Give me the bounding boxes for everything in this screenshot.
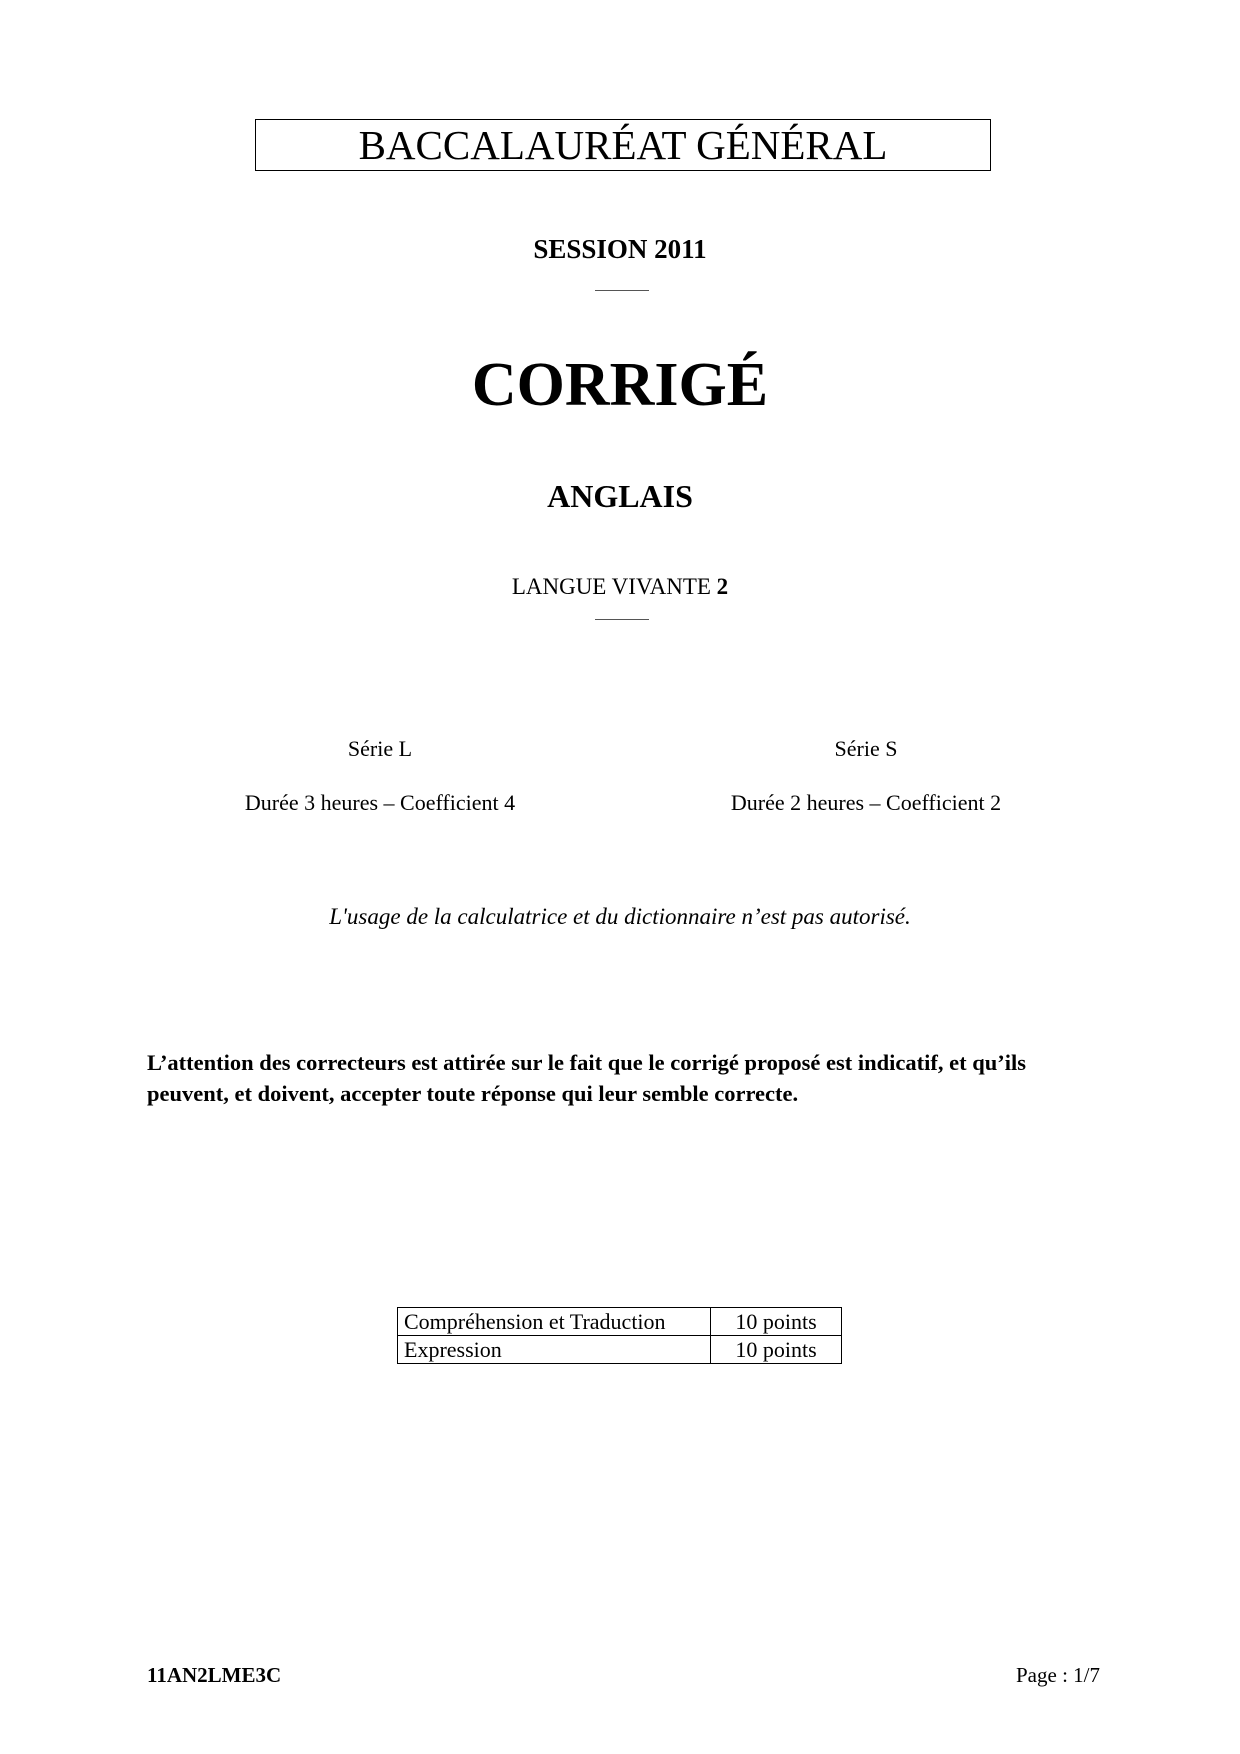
serie-l-block [180,736,580,826]
serie-name: Série L [347,736,413,761]
table-cell-points: 10 points [711,1308,842,1336]
document-code: 11AN2LME3C [147,1663,282,1687]
serie-s-block [666,736,1066,826]
points-table [397,1307,842,1364]
document-heading: CORRIGÉ [471,351,769,419]
serie-name: Série S [834,736,898,761]
page-number: Page : 1/7 [1016,1663,1100,1687]
table-cell-label: Compréhension et Traduction [398,1308,711,1336]
correctors-notice: L’attention des correcteurs est attirée sur le fait que le corrigé proposé est indicatif, et qu’ils peuvent, et doivent, accepter toute réponse qui leur semble correcte. [147,1050,1026,1106]
language-level-text: LANGUE VIVANTE [511,574,717,599]
language-level-number: 2 [716,574,729,599]
table-row [398,1336,842,1364]
serie-duration: Durée 3 heures – Coefficient 4 [244,790,516,815]
exam-title-box [255,119,991,171]
divider [595,619,649,620]
table-cell-points: 10 points [711,1336,842,1364]
table-row [398,1308,842,1336]
usage-note: L'usage de la calculatrice et du dictionnaire n’est pas autorisé. [329,904,911,929]
divider [595,290,649,291]
subject-title: ANGLAIS [547,478,693,514]
serie-duration: Durée 2 heures – Coefficient 2 [730,790,1002,815]
language-level [0,574,1240,600]
session-label: SESSION 2011 [533,234,707,264]
exam-title: BACCALAURÉAT GÉNÉRAL [358,121,888,168]
table-cell-label: Expression [398,1336,711,1364]
